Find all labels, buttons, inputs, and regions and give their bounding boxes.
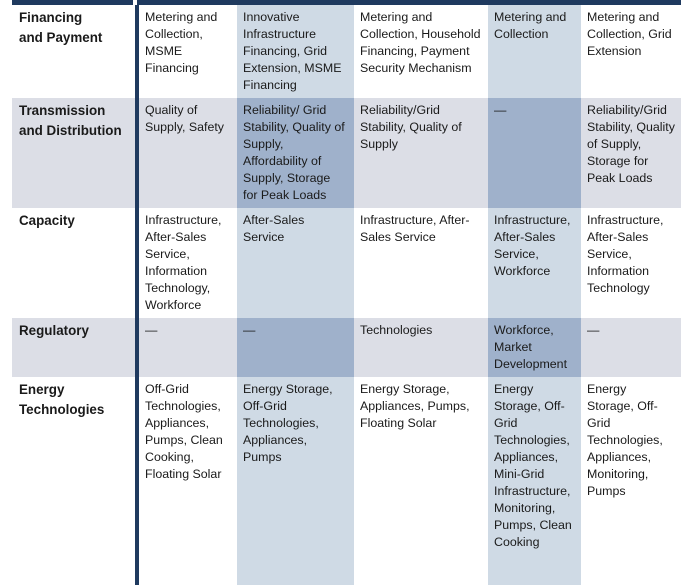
table-cell: Off-Grid Technologies, Appliances, Pumps, Clean Cooking, Floating Solar [145,382,223,481]
row-header-line: Energy [19,382,65,397]
table-cell: Metering and Collection, Household Financing, Payment Security Mechanism [360,10,481,75]
table-cell: Energy Storage, Appliances, Pumps, Floating Solar [360,382,470,430]
table-cell: Energy Storage, Off-Grid Technologies, Appliances, Monitoring, Pumps [587,382,663,498]
table-row-energy [12,377,681,585]
row-header [12,5,137,98]
table-cell: Infrastructure, After-Sales Service, Workforce [488,208,581,318]
table-cell: Energy Storage, Off-Grid Technologies, Appliances, Pumps [237,377,354,585]
table-cell: Reliability/Grid Stability, Quality of Supply, Storage for Peak Loads [581,98,681,208]
table-cell: — [137,318,237,377]
table-cell: Infrastructure, After-Sales Service, Information Technology [587,213,664,295]
row-header [12,318,137,377]
table-row-transmission [12,98,681,208]
row-header-line: Financing [19,10,83,25]
table-cell: Metering and Collection, Grid Extension [587,10,672,58]
table-cell: After-Sales Service [237,208,354,318]
row-header-line: Capacity [19,213,75,228]
row-header-line: and Distribution [19,123,122,138]
row-header-line: and Payment [19,30,103,45]
row-header [12,208,137,318]
table-row-regulatory [12,318,681,377]
table-cell: Energy Storage, Off-Grid Technologies, Appliances, Mini-Grid Infrastructure, Monitoring, Pumps, Clean Cooking [488,377,581,585]
table-cell: Quality of Supply, Safety [137,98,237,208]
table-cell: Metering and Collection [488,5,581,98]
table-cell: — [581,318,681,377]
table-cell: — [488,98,581,208]
row-header-line: Transmission [19,103,106,118]
row-header-line: Technologies [19,402,105,417]
table-cell: Reliability/ Grid Stability, Quality of Supply, Affordability of Supply, Storage for Peak Loads [237,98,354,208]
row-header [12,377,137,585]
table-row-financing [12,5,681,98]
row-header [12,98,137,208]
row-header-line: Regulatory [19,323,89,338]
gap-matrix-table [12,5,681,585]
table-cell: Infrastructure, After-Sales Service [360,213,470,244]
table-cell: Innovative Infrastructure Financing, Grid Extension, MSME Financing [237,5,354,98]
table-cell: Infrastructure, After-Sales Service, Information Technology, Workforce [145,213,222,312]
table-cell: Metering and Collection, MSME Financing [145,10,218,75]
table-cell: — [237,318,354,377]
table-cell: Technologies [354,318,488,377]
table-cell: Workforce, Market Development [488,318,581,377]
table-row-capacity [12,208,681,318]
table-cell: Reliability/Grid Stability, Quality of Supply [354,98,488,208]
